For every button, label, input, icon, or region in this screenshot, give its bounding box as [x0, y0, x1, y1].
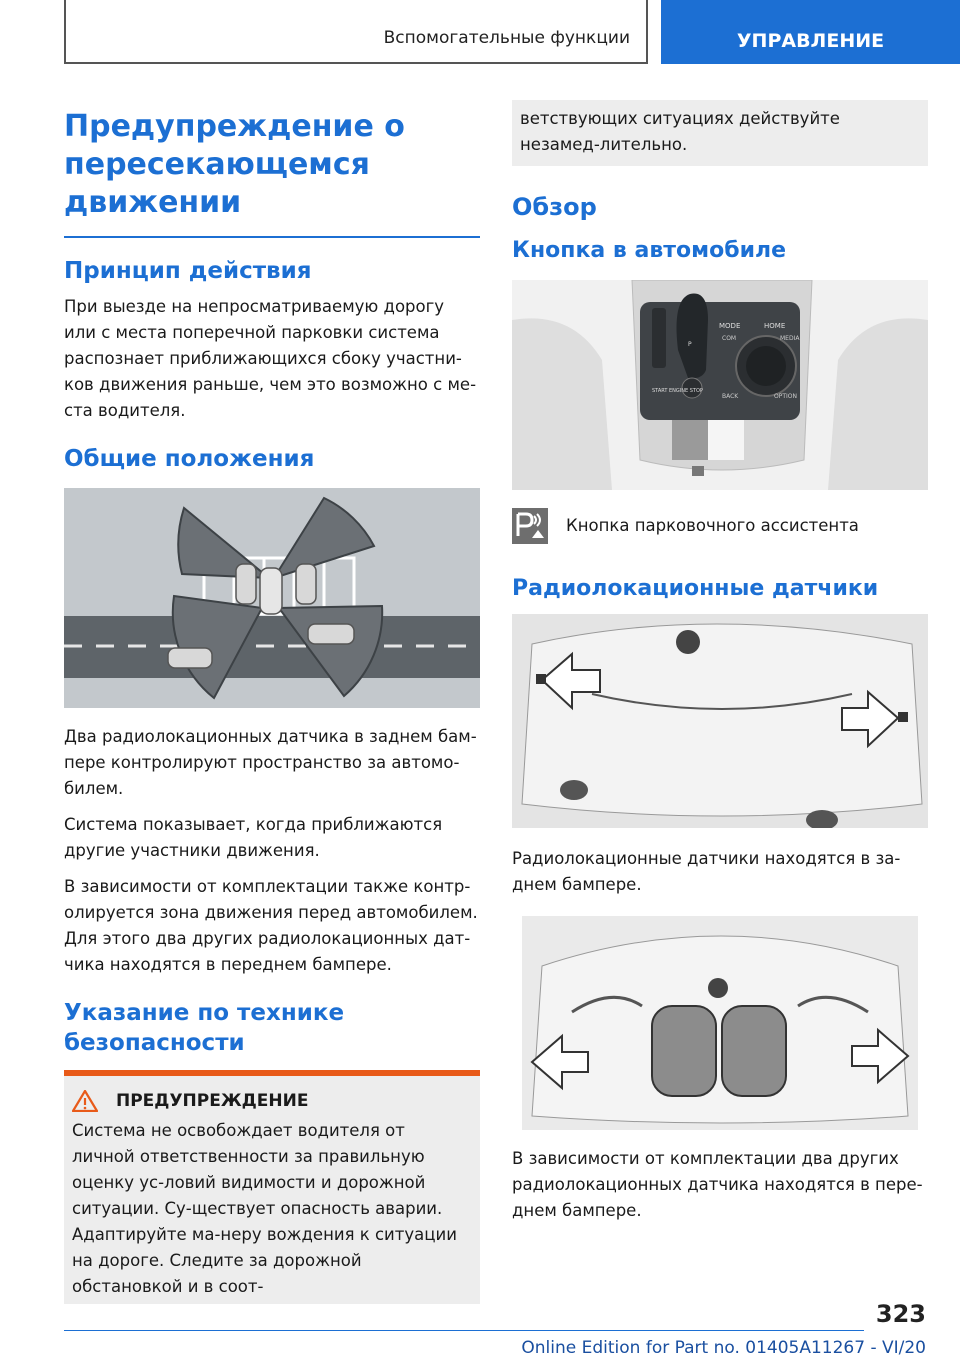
console-com-label: COM	[722, 335, 737, 342]
title-rule	[64, 236, 480, 238]
general-text-1: Система показывает, когда приближаются другие участники движения.	[64, 815, 443, 860]
footer-rule	[64, 1330, 864, 1331]
front-bumper-photo	[522, 916, 918, 1130]
warning-continuation-box	[512, 100, 928, 166]
front-sensors-caption: В зависимости от комплектации два других радиолокационных датчика находятся в пере-днем бампере.	[512, 1149, 923, 1220]
footer-edition: Online Edition for Part no. 01405A11267 - VI/20	[521, 1338, 926, 1358]
warning-bar	[64, 1070, 480, 1076]
warning-title-row	[72, 1090, 472, 1112]
warning-continuation-text: ветствующих ситуациях действуйте незамед-лительно.	[520, 109, 840, 154]
page-number: 323	[875, 1300, 926, 1328]
general-figure-caption: Два радиолокационных датчика в заднем бам-пере контролируют пространство за автомо-билем.	[64, 727, 477, 798]
rear-bumper-photo	[512, 614, 928, 828]
general-heading: Общие положения	[64, 446, 315, 472]
front-bumper-illustration	[522, 916, 918, 1130]
header-chapter-tab	[661, 0, 960, 64]
right-column	[512, 100, 928, 1234]
center-console-photo	[512, 280, 928, 490]
left-column	[64, 100, 480, 1304]
page-title: Предупреждение о пересекающемся движении	[64, 109, 405, 220]
button-heading: Кнопка в автомобиле	[512, 238, 787, 263]
console-option-label: OPTION	[774, 393, 797, 400]
header-section-title: Вспомогательные функции	[383, 28, 630, 48]
console-media-label: MEDIA	[780, 335, 800, 342]
general-text-2: В зависимости от комплектации также контр-олируется зона движения перед автомобилем. Для этого два других радиолокационных дат-чика находятся в переднем бампере.	[64, 877, 478, 974]
warning-title: ПРЕДУПРЕЖДЕНИЕ	[116, 1091, 309, 1111]
cross-traffic-diagram	[64, 488, 480, 708]
console-start-label: START ENGINE STOP	[652, 388, 703, 394]
rear-sensors-caption: Радиолокационные датчики находятся в за-днем бампере.	[512, 849, 901, 894]
principle-text: При выезде на непросматриваемую дорогу или с места поперечной парковки система распознает приближающихся сбоку участни-ков движения раньше, чем это возможно с ме-ста водителя.	[64, 297, 477, 420]
rear-bumper-illustration	[512, 614, 928, 828]
sensors-heading: Радиолокационные датчики	[512, 576, 879, 601]
park-assist-glyph	[512, 508, 548, 544]
safety-heading: Указание по технике безопасности	[64, 1000, 345, 1056]
overview-heading: Обзор	[512, 193, 597, 221]
warning-text: Система не освобождает водителя от личной ответственности за правильную оценку ус-ловий видимости и дорожной ситуации. Су-ществует опасность аварии. Адаптируйте ма-неру вождения к ситуации на дороге. Следите за дорожной обстановкой и в соот-	[72, 1121, 457, 1296]
principle-heading: Принцип действия	[64, 258, 312, 284]
console-back-label: BACK	[722, 393, 739, 400]
center-console-illustration	[512, 280, 928, 490]
console-mode-label: MODE	[719, 322, 741, 330]
warning-triangle-icon	[72, 1090, 98, 1112]
chapter-label: УПРАВЛЕНИЕ	[736, 30, 885, 52]
button-legend-row	[512, 508, 928, 544]
button-caption: Кнопка парковочного ассистента	[566, 516, 859, 535]
console-gear-label: P	[688, 341, 692, 348]
cross-traffic-illustration	[64, 488, 480, 708]
console-home-label: HOME	[764, 322, 786, 330]
park-assist-button-icon	[512, 508, 548, 544]
warning-box	[64, 1070, 480, 1304]
